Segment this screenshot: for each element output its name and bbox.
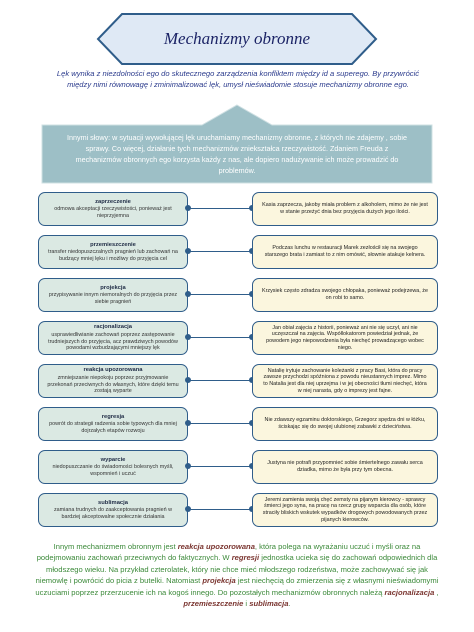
title-shape — [96, 12, 378, 66]
mechanism-definition-box — [38, 278, 188, 312]
keyword-przemieszczenie: przemieszczenie — [183, 599, 244, 609]
summary-paragraph — [34, 541, 440, 609]
summary-text: jednostka ucieka się do zachowań odpowiednich dla młodszego wieku. Na przykład czterolatek, który nie chce mieć młodszego rodzeństwa, może zachowywać się jak niemowlę i powrócić do picia z butelki. Natomiast — [35, 553, 438, 586]
mechanism-name: zaprzeczenie — [95, 198, 131, 205]
connector-dot — [185, 463, 191, 469]
page-title: Mechanizmy obronne — [163, 29, 311, 48]
mechanism-definition-box — [38, 364, 188, 398]
connector-line — [188, 466, 252, 467]
mechanism-example-box: Podczas lunchu w restauracji Marek zezłościł się na swojego starszego brata i zamiast to z nim omówić, słownie atakuje kelnera. — [252, 235, 438, 269]
mechanism-definition-box — [38, 493, 188, 527]
connector-line — [188, 294, 252, 295]
summary-text: Innym mechanizmem obronnym jest — [53, 542, 178, 551]
connector-dot — [185, 334, 191, 340]
mechanism-row — [38, 364, 438, 398]
connector-line — [188, 509, 252, 510]
connector-dot — [185, 205, 191, 211]
intro-text: Lęk wynika z niezdolności ego do skutecznego zarządzenia konfliktem między id a superego. By przywrócić między nimi równowagę i zminimalizować lęk, umysł nieświadomie stosuje mechanizmy obronne ego. — [56, 69, 420, 89]
keyword-racjonalizacja: racjonalizacja — [384, 587, 435, 597]
keyword-reakcja-upozorowana: reakcja upozorowana — [177, 542, 255, 551]
connector-dot — [185, 291, 191, 297]
mechanism-description: transfer niedopuszczalnych pragnień lub zachowań na budzący mniej lęku i możliwy do przyjęcia cel — [48, 249, 178, 262]
mechanism-definition-box — [38, 192, 188, 226]
connector-dot — [185, 420, 191, 426]
mechanism-row — [38, 407, 438, 441]
mechanism-row — [38, 278, 438, 312]
mechanism-name: racjonalizacja — [93, 324, 133, 331]
mechanism-description: zamiana trudnych do zaakceptowania pragnień w bardziej akceptowalne społecznie działania — [53, 507, 173, 520]
mechanism-example-box: Krzysiek często zdradza swojego chłopaka, ponieważ podejrzewa, że on robi to samo. — [252, 278, 438, 312]
mechanism-example-box: Kasia zaprzecza, jakoby miała problem z alkoholem, mimo że nie jest w stanie przeżyć dnia bez przyjęcia dużych jego ilości. — [252, 192, 438, 226]
keyword-projekcja: projekcja — [202, 576, 236, 586]
summary-text: , która polega na wyrażaniu uczuć i myśli oraz na podejmowaniu zachowań przeciwnych do faktycznych. W — [36, 542, 421, 563]
connector-line — [188, 208, 252, 209]
connector-line — [188, 337, 252, 338]
connector-line — [188, 251, 252, 252]
mechanism-example-box: Jeremi zamienia swoją chęć zemsty na pijanym kierowcy - sprawcy śmierci jego syna, na pracę na rzecz grupy wsparcia dla osób, które straciły bliskich wskutek wypadków drogowych powodowanych przez pijanych kierowców. — [252, 493, 438, 527]
connector-line — [188, 380, 252, 381]
mechanism-name: regresja — [101, 413, 125, 420]
mechanism-description: przypisywanie innym niemoralnych do przyjęcia przez siebie pragnień — [48, 292, 178, 305]
mechanism-definition-box — [38, 235, 188, 269]
mechanism-definition-box — [38, 407, 188, 441]
connector-dot — [185, 248, 191, 254]
mechanism-description: odmowa akceptacji rzeczywistości, ponieważ jest nieprzyjemna — [54, 206, 172, 219]
mechanism-row — [38, 321, 438, 355]
mechanism-example-box: Natalię irytuje zachowanie koleżanki z pracy Basi, która do pracy zawsze przychodzi spóźniona z powodu nieustannych imprez. Mimo to Natalia jest dla niej uprzejma i w jej obecności tłumi niechęć, która w niej narasta, gdy o imprezy jest fajne. — [252, 364, 438, 398]
mechanism-name: sublimacja — [98, 499, 128, 506]
mechanism-name: wyparcie — [100, 456, 126, 463]
connector-line — [188, 423, 252, 424]
summary-text: jest niechęcią do zmierzenia się z własnymi nieświadomymi uczuciami poprzez przerzucenie ich na kogoś innego. Do pozostałych mechanizmów obronnych należą — [35, 576, 439, 597]
mechanism-row — [38, 450, 438, 484]
mechanism-definition-box — [38, 321, 188, 355]
mechanism-row — [38, 192, 438, 226]
mechanism-name: projekcja — [100, 284, 126, 291]
mechanism-row — [38, 493, 438, 527]
keyword-sublimacja: sublimacja — [249, 599, 289, 609]
mechanism-example-box: Justyna nie potrafi przypomnieć sobie śmiertelnego zawału serca dziadka, mimo że była przy tym obecna. — [252, 450, 438, 484]
banner-text: Innymi słowy: w sytuacji wywołującej lęk uruchamiamy mechanizmy obronne, z których nie zdajemy , sobie sprawy. Co więcej, działanie tych mechanizmów zniekształca rzeczywistość. Zdaniem Freuda z mechanizmów obronnych ego korzysta każdy z nas, ale dopiero nadużywanie ich może prowadzić do problemów. — [67, 133, 407, 175]
mechanism-row — [38, 235, 438, 269]
mechanism-example-box: Nie zdawszy egzaminu doktorskiego, Grzegorz spędza dni w łóżku, ściskając się do swojej ulubionej zabawki z dzieciństwa. — [252, 407, 438, 441]
keyword-regresja: regresji — [231, 553, 260, 563]
summary-text: , — [434, 587, 439, 597]
mechanism-description: niedopuszczanie do świadomości bolesnych myśli, wspomnień i uczuć — [52, 464, 174, 477]
mechanism-description: zmniejszanie niepokoju poprzez przyjmowanie przekonań przeciwnych do własnych, które dzięki temu zostają wyparte — [47, 374, 179, 395]
mechanism-example-box: Jan obiał zajęcia z historii, ponieważ ani nie się uczył, ani nie uczęszczał na zajęcia. Współlokatorom powiedział jednak, że powodem jego niepowodzenia była niechęć prowadzącego wobec niego. — [252, 321, 438, 355]
mechanism-definition-box — [38, 450, 188, 484]
mechanism-description: usprawiedliwianie zachowań poprzez zastępowanie trudniejszych do przyjęcia, acz prawdziwych powodów powodami wzbudzającymi mniejszy lęk — [48, 331, 178, 352]
mechanism-description: powrót do strategii radzenia sobie typowych dla mniej dojrzałych etapów rozwoju — [49, 421, 177, 434]
summary-text: . — [288, 599, 291, 609]
mechanism-name: przemieszczenie — [90, 241, 136, 248]
summary-text: i — [243, 599, 250, 609]
connector-dot — [185, 377, 191, 383]
mechanism-name: reakcja upozorowana — [83, 367, 143, 374]
connector-dot — [185, 506, 191, 512]
